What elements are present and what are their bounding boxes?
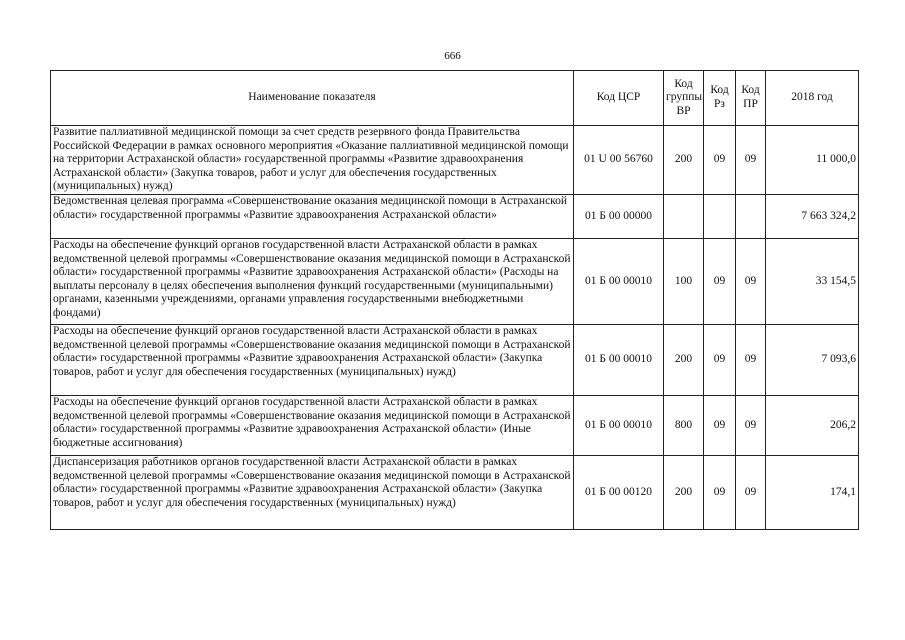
header-vr: Код группы ВР <box>664 71 704 126</box>
row-csr: 01 Б 00 00010 <box>574 238 664 324</box>
row-csr: 01 Б 00 00010 <box>574 324 664 395</box>
row-rz: 09 <box>704 238 736 324</box>
row-csr: 01 Б 00 00120 <box>574 455 664 529</box>
row-name: Расходы на обеспечение функций органов государственной власти Астраханской области в рамках ведомственной целевой программы «Совершенствование оказания медицинской помощи в Астраханской области» государственной программы «Развитие здравоохранения Астраханской области» (Расходы на выплаты персоналу в целях обеспечения выполнения функций государственными (муниципальными) органами, казенными учреждениями, органами управления государственными внебюджетными фондами) <box>51 238 574 324</box>
header-name: Наименование показателя <box>51 71 574 126</box>
row-rz: 09 <box>704 126 736 195</box>
row-vr: 800 <box>664 395 704 455</box>
table-row <box>51 324 859 395</box>
row-rz: 09 <box>704 455 736 529</box>
row-amount: 11 000,0 <box>766 126 859 195</box>
row-amount: 7 663 324,2 <box>766 194 859 238</box>
row-name: Расходы на обеспечение функций органов государственной власти Астраханской области в рамках ведомственной целевой программы «Совершенствование оказания медицинской помощи в Астраханской области» государственной программы «Развитие здравоохранения Астраханской области» (Иные бюджетные ассигнования) <box>51 395 574 455</box>
header-year: 2018 год <box>766 71 859 126</box>
row-pr: 09 <box>736 324 766 395</box>
row-rz: 09 <box>704 395 736 455</box>
header-pr: Код ПР <box>736 71 766 126</box>
table-row <box>51 194 859 238</box>
row-csr: 01 Б 00 00000 <box>574 194 664 238</box>
table-row <box>51 238 859 324</box>
row-vr <box>664 194 704 238</box>
header-csr: Код ЦСР <box>574 71 664 126</box>
row-rz <box>704 194 736 238</box>
table-header-row <box>51 71 859 126</box>
row-pr: 09 <box>736 455 766 529</box>
row-name: Ведомственная целевая программа «Совершенствование оказания медицинской помощи в Астраханской области» государственной программы «Развитие здравоохранения Астраханской области» <box>51 194 574 238</box>
row-rz: 09 <box>704 324 736 395</box>
row-amount: 206,2 <box>766 395 859 455</box>
table-row <box>51 126 859 195</box>
row-pr <box>736 194 766 238</box>
row-pr: 09 <box>736 395 766 455</box>
row-pr: 09 <box>736 238 766 324</box>
row-amount: 7 093,6 <box>766 324 859 395</box>
row-vr: 200 <box>664 126 704 195</box>
header-rz: Код Рз <box>704 71 736 126</box>
row-pr: 09 <box>736 126 766 195</box>
row-vr: 100 <box>664 238 704 324</box>
row-name: Диспансеризация работников органов государственной власти Астраханской области в рамках ведомственной целевой программы «Совершенствование оказания медицинской помощи в Астраханской области» государственной программы «Развитие здравоохранения Астраханской области» (Закупка товаров, работ и услуг для обеспечения государственных (муниципальных) нужд) <box>51 455 574 529</box>
table-row <box>51 395 859 455</box>
row-csr: 01 U 00 56760 <box>574 126 664 195</box>
row-amount: 33 154,5 <box>766 238 859 324</box>
row-name: Развитие паллиативной медицинской помощи за счет средств резервного фонда Правительства Российской Федерации в рамках основного мероприятия «Оказание паллиативной медицинской помощи на территории Астраханской области» государственной программы «Развитие здравоохранения Астраханской области» (Закупка товаров, работ и услуг для обеспечения государственных (муниципальных) нужд) <box>51 126 574 195</box>
row-vr: 200 <box>664 455 704 529</box>
budget-table <box>50 70 859 530</box>
row-vr: 200 <box>664 324 704 395</box>
row-amount: 174,1 <box>766 455 859 529</box>
row-csr: 01 Б 00 00010 <box>574 395 664 455</box>
table-row <box>51 455 859 529</box>
row-name: Расходы на обеспечение функций органов государственной власти Астраханской области в рамках ведомственной целевой программы «Совершенствование оказания медицинской помощи в Астраханской области» государственной программы «Развитие здравоохранения Астраханской области» (Закупка товаров, работ и услуг для обеспечения государственных (муниципальных) нужд) <box>51 324 574 395</box>
page-number: 666 <box>444 50 461 62</box>
